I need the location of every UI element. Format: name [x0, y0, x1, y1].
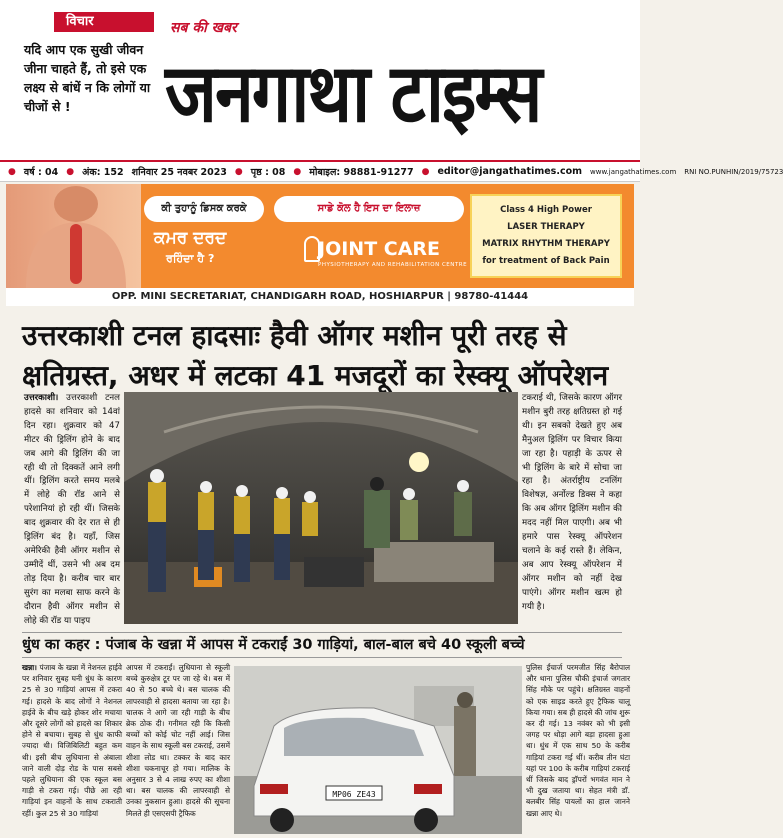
- second-headline[interactable]: धुंध का कहर : पंजाब के खन्ना में आपस में टकराईं 30 गाड़ियां, बाल-बाल बचे 40 स्कूली बच्चे: [22, 632, 622, 658]
- ad-box-line: LASER THERAPY: [507, 222, 585, 232]
- rni-number: RNI NO.PUNHIN/2019/75723: [684, 167, 783, 176]
- mobile-number: मोबाइल: 98881-91277: [309, 167, 414, 178]
- ad-box-line: for treatment of Back Pain: [482, 256, 610, 266]
- issue-date: शनिवार 25 नवबर 2023: [131, 167, 227, 178]
- story2-column-3: पुलिस ईंचार्ज परमजीत सिंह बैरोपाल और थाना पुलिस चौकी इंचार्ज जगतार सिंह मौके पर पहुंचे। क्षतिग्रस्त वाहनों को एक साइड करते हुए ट्रैफिक चालू किया गया। सब ही हादसे की जांच शुरू कर दी गई। 13 नवंबर को भी इसी जगह पर थोड़ा आगे बड़ा हादसा हुआ था। धुंध में एक साथ 50 के करीब गाड़ियां टकरा गई थीं। करीब तीन घंटा यहां पर 100 के करीब गाड़ियां टकराई थीं जिसके बाद ड्रॉपरों भगवंत मान ने भी दुख जताया था। सेहत मंत्री डॉ. बलबीर सिंह पायलों का हाल जानने खन्ना आए थे।: [526, 663, 630, 818]
- story2-dateline: खन्ना।: [22, 663, 37, 672]
- website-link[interactable]: www.jangathatimes.com: [590, 167, 677, 176]
- khanna-accident-story: [0, 662, 640, 837]
- tunnel-rescue-photo[interactable]: [124, 392, 518, 624]
- tunnel-scene-illustration: [124, 392, 518, 624]
- story-column-left: [24, 392, 120, 628]
- thought-box: [4, 8, 156, 156]
- story-text: उत्तरकाशी टनल हादसे का शनिवार को 14वां दिन रहा। शुक्रवार को 47 मीटर की ड्रिलिंग होने के बाद जब आगे की ड्रिलिंग की जा रही थी तो दिक्कतें आने लगी थीं। ड्रिलिंग करते समय मलबे में लोहे की रॉड आने से परेशानियां हो रही थीं। जिसके बाद शुक्रवार की देर रात से ही ड्रिलिंग बंद है। यहाँ, जिस अमेरिकी हैवी ऑगर मशीन से उम्मीदें थीं, उसने भी अब दम तोड़ दिया है। करीब चार बार सुरंग का मलबा साफ करने के दौरान हैवी ऑगर मशीन से लोहे की रॉड या पाइप: [24, 393, 120, 626]
- lead-headline[interactable]: उत्तरकाशी टनल हादसाः हैवी ऑगर मशीन पूरी तरह से क्षतिग्रस्त, अधर में लटका 41 मजदूरों का रेस्क्यू ऑपरेशन: [22, 319, 609, 392]
- thought-label: विचार: [54, 12, 154, 32]
- story2-column-2: आपस में टकराईं। लुधियाना से स्कूली बच्चे कुरुक्षेत्र टूर पर जा रहे थे। बस में 40 से 50 बच्चे थे। बस चालक की लापरवाही से हादसा बताया जा रहा है। चालक ने आगे जा रही गाड़ी के बीच ब्रेक ठोक दी। गनीमत रही कि किसी बच्चों को कोई चोट नहीं आई। जिस वाहन के साथ स्कूली बस टकराई, उसमें शीशा लोड था। टक्कर के बाद कार शीशा चकनाचूर हो गया। मालिक के अनुसार 3 से 4 लाख रुपए का शीशा था। बस चालक की लापरवाही से उनका नुकसान हुआ। हादसे की सूचना मिलते ही एसएसपी ट्रैफिक: [126, 663, 230, 818]
- ad-treatment-pill: ਸਾਡੇ ਕੋਲ ਹੈ ਇਸ ਦਾ ਇਲਾਜ਼: [274, 196, 464, 222]
- ad-question-pill: ਕੀ ਤੁਹਾਨੂੰ ਡਿਸਕ ਕਰਕੇ: [144, 196, 264, 222]
- thought-text: यदि आप एक सुखी जीवन जीना चाहते हैं, तो इसे एक लक्ष्य से बांधें न कि लोगों या चीजों से !: [24, 42, 151, 114]
- ad-brand-subtitle: PHYSIOTHERAPY AND REHABILITATION CENTRE: [318, 262, 468, 268]
- back-pain-image: [6, 184, 141, 288]
- ad-address: OPP. MINI SECRETARIAT, CHANDIGARH ROAD, HOSHIARPUR | 98780-41444: [6, 288, 634, 306]
- damaged-car-illustration: [234, 666, 522, 834]
- ad-question-end: ਰਹਿੰਦਾ ਹੈ ?: [166, 252, 215, 265]
- newspaper-title: जनगाथा टाइम्स: [165, 46, 541, 141]
- story-dateline: उत्तरकाशी।: [24, 393, 59, 403]
- story2-text: पंजाब के खन्ना में नेशनल हाईवे पर शनिवार सुबह घनी धुंध के कारण 25 से 30 गाड़ियां आपस में टकरा गई। हादसे के बाद लोगों ने नेशनल हाईवे के बीच खड़े होकर शोर मचाया और दूसरे लोगों को हादसे का शिकार होने से बचाया। सुबह से धुंध काफी ज्यादा थी। विजिबिलिटी बहुत कम थी। इसी बीच लुधियाना से अंबाला जाने वाली दोड़ रोड के पास सबसे पहले लुधियाना की एक स्कूल बस गाड़ी से टकरा गई। पीछे आ रही गाड़ियां इन वाहनों के साथ टकराती रहीं। कुल 25 से 30 गाड़ियां: [22, 663, 122, 818]
- bullet-icon: ●: [421, 166, 430, 177]
- issue-year: वर्ष : 04: [23, 167, 59, 178]
- masthead: [0, 0, 640, 160]
- bullet-icon: ●: [293, 166, 302, 177]
- bullet-icon: ●: [234, 166, 243, 177]
- ad-box-line: Class 4 High Power: [500, 205, 592, 215]
- human-back-illustration: [6, 184, 141, 288]
- ad-back-pain-text: ਕਮਰ ਦਰਦ: [154, 228, 227, 248]
- page-count: पृष्ठ : 08: [250, 167, 286, 178]
- ad-brand-name: JOINT CARE: [318, 238, 441, 260]
- license-plate: MP06 ZE43: [332, 790, 376, 799]
- issue-number: अंक: 152: [82, 167, 124, 178]
- ad-box-line: MATRIX RHYTHM THERAPY: [482, 239, 610, 249]
- issue-info-bar: [0, 160, 783, 182]
- editor-email[interactable]: editor@jangathatimes.com: [437, 166, 583, 177]
- story-column-right: टकराई थी, जिसके कारण ऑगर मशीन बुरी तरह क्षतिग्रस्त हो गई थी। इन सबको देखते हुए अब मैनुअल ड्रिलिंग पर विचार किया जा रहा है। पहाड़ी के ऊपर से भी ड्रिलिंग के बारे में सोचा जा रहा है। अंतर्राष्ट्रीय टनलिंग विशेषज्ञ, अर्नोल्ड डिक्स ने कहा कि अब ऑगर ड्रिलिंग मशीन की मदद नहीं मिल पाएगी। अब भी हमारे पास रेस्क्यू ऑपरेशन चलाने के कई रास्ते हैं। लेकिन, अब आप रेस्क्यू ऑपरेशन में ऑगर मशीन को नहीं देख पाएंगे। ऑगर मशीन खत्म हो गयी है।: [522, 393, 622, 612]
- story2-column-1: [22, 662, 122, 819]
- tunnel-story: [0, 392, 640, 630]
- ad-therapy-box: [470, 194, 622, 278]
- bullet-icon: ●: [8, 166, 16, 177]
- bullet-icon: ●: [66, 166, 75, 177]
- car-accident-photo[interactable]: [234, 666, 522, 834]
- joint-care-advertisement[interactable]: [6, 184, 634, 306]
- tagline: सब की खबर: [170, 20, 237, 36]
